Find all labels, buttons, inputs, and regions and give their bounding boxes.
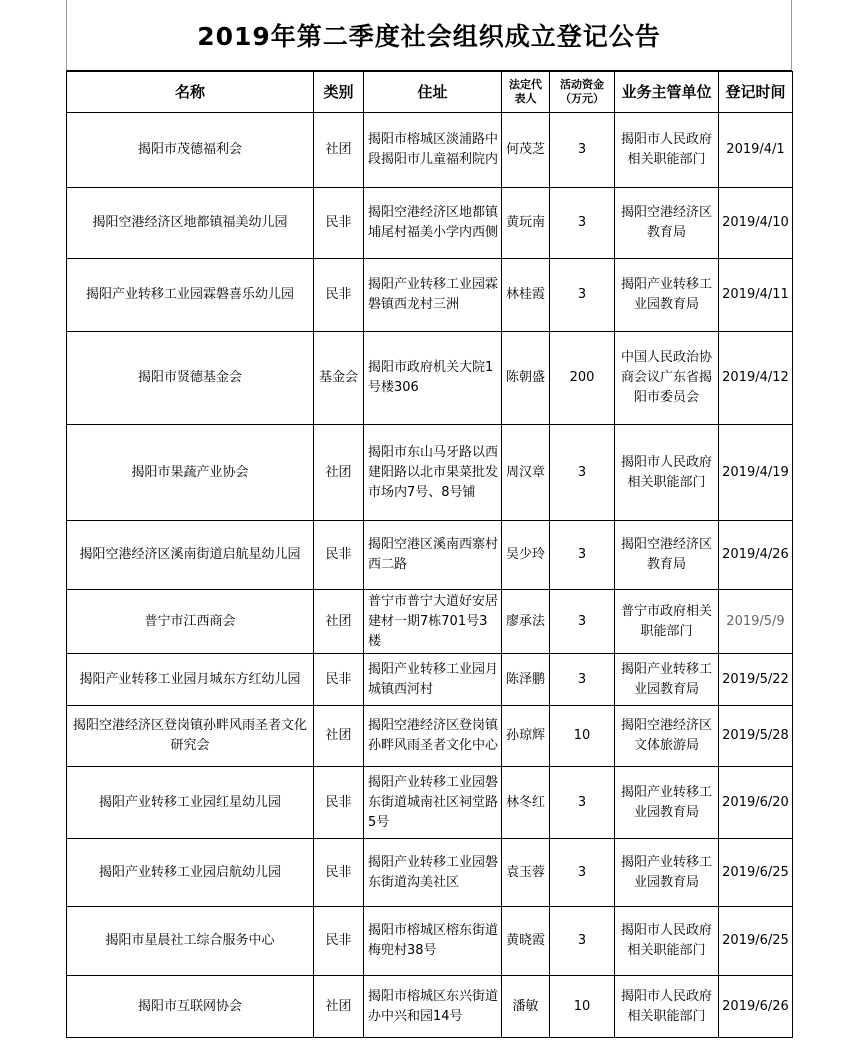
org-address: 普宁市普宁大道好安居建材一期7栋701号3楼 [364,590,502,654]
org-date: 2019/4/10 [719,188,793,259]
org-supervisor: 揭阳产业转移工业园教育局 [615,259,719,332]
org-funds: 3 [550,654,615,706]
org-name: 揭阳市茂德福利会 [67,113,314,188]
org-date: 2019/6/20 [719,767,793,839]
org-supervisor: 中国人民政治协商会议广东省揭阳市委员会 [615,332,719,425]
header-supervisor: 业务主管单位 [615,72,719,113]
org-address: 揭阳市政府机关大院1号楼306 [364,332,502,425]
org-type: 基金会 [314,332,364,425]
org-date: 2019/6/25 [719,839,793,907]
org-name: 揭阳产业转移工业园启航幼儿园 [67,839,314,907]
org-address: 揭阳产业转移工业园月城镇西河村 [364,654,502,706]
org-name: 揭阳市果蔬产业协会 [67,425,314,521]
table-row [67,767,793,839]
header-name: 名称 [67,72,314,113]
org-date: 2019/4/12 [719,332,793,425]
announcement-sheet [66,0,792,1038]
org-legal-rep: 陈朝盛 [502,332,550,425]
org-legal-rep: 林冬红 [502,767,550,839]
org-supervisor: 揭阳空港经济区教育局 [615,188,719,259]
table-row [67,907,793,976]
org-address: 揭阳市榕城区淡浦路中段揭阳市儿童福利院内 [364,113,502,188]
org-legal-rep: 吴少玲 [502,521,550,590]
table-row [67,332,793,425]
org-address: 揭阳空港区溪南西寨村西二路 [364,521,502,590]
org-date: 2019/5/22 [719,654,793,706]
org-type: 民非 [314,259,364,332]
org-date: 2019/5/9 [719,590,793,654]
org-legal-rep: 孙琼辉 [502,706,550,767]
org-address: 揭阳产业转移工业园磐东街道城南社区祠堂路5号 [364,767,502,839]
header-date: 登记时间 [719,72,793,113]
org-type: 民非 [314,907,364,976]
org-legal-rep: 何茂芝 [502,113,550,188]
org-legal-rep: 黄晓霞 [502,907,550,976]
org-supervisor: 普宁市政府相关职能部门 [615,590,719,654]
org-name: 揭阳空港经济区登岗镇孙畔风雨圣者文化研究会 [67,706,314,767]
org-type: 社团 [314,706,364,767]
org-type: 社团 [314,590,364,654]
org-name: 揭阳产业转移工业园月城东方红幼儿园 [67,654,314,706]
org-supervisor: 揭阳市人民政府相关职能部门 [615,113,719,188]
org-date: 2019/4/26 [719,521,793,590]
org-funds: 3 [550,113,615,188]
org-date: 2019/4/19 [719,425,793,521]
table-row [67,839,793,907]
org-name: 揭阳市互联网协会 [67,976,314,1038]
org-funds: 3 [550,839,615,907]
table-row [67,706,793,767]
header-type: 类别 [314,72,364,113]
org-supervisor: 揭阳市人民政府相关职能部门 [615,976,719,1038]
org-supervisor: 揭阳市人民政府相关职能部门 [615,907,719,976]
table-row [67,976,793,1038]
org-address: 揭阳空港经济区地都镇埔尾村福美小学内西侧 [364,188,502,259]
org-name: 揭阳市星晨社工综合服务中心 [67,907,314,976]
org-funds: 200 [550,332,615,425]
org-type: 民非 [314,767,364,839]
org-supervisor: 揭阳空港经济区文体旅游局 [615,706,719,767]
org-funds: 10 [550,976,615,1038]
org-name: 普宁市江西商会 [67,590,314,654]
org-date: 2019/4/1 [719,113,793,188]
org-name: 揭阳市贤德基金会 [67,332,314,425]
header-row [67,72,793,113]
org-date: 2019/6/26 [719,976,793,1038]
org-legal-rep: 陈泽鹏 [502,654,550,706]
org-date: 2019/6/25 [719,907,793,976]
org-type: 民非 [314,188,364,259]
org-type: 民非 [314,839,364,907]
header-funds: 活动资金（万元） [550,72,615,113]
table-row [67,188,793,259]
table-body [67,113,793,1038]
org-funds: 3 [550,188,615,259]
org-name: 揭阳产业转移工业园霖磐喜乐幼儿园 [67,259,314,332]
header-address: 住址 [364,72,502,113]
org-funds: 3 [550,425,615,521]
page-title: 2019年第二季度社会组织成立登记公告 [66,0,792,71]
org-funds: 3 [550,767,615,839]
org-address: 揭阳空港经济区登岗镇孙畔风雨圣者文化中心 [364,706,502,767]
org-address: 揭阳市榕城区东兴街道办中兴和园14号 [364,976,502,1038]
org-address: 揭阳产业转移工业园霖磐镇西龙村三洲 [364,259,502,332]
org-supervisor: 揭阳产业转移工业园教育局 [615,767,719,839]
org-name: 揭阳空港经济区地都镇福美幼儿园 [67,188,314,259]
org-name: 揭阳空港经济区溪南街道启航星幼儿园 [67,521,314,590]
org-type: 社团 [314,976,364,1038]
header-legal-rep: 法定代表人 [502,72,550,113]
table-row [67,654,793,706]
org-name: 揭阳产业转移工业园红星幼儿园 [67,767,314,839]
org-address: 揭阳市东山马牙路以西建阳路以北市果菜批发市场内7号、8号铺 [364,425,502,521]
org-type: 民非 [314,654,364,706]
org-funds: 3 [550,590,615,654]
org-supervisor: 揭阳产业转移工业园教育局 [615,839,719,907]
org-funds: 3 [550,521,615,590]
org-supervisor: 揭阳空港经济区教育局 [615,521,719,590]
org-supervisor: 揭阳市人民政府相关职能部门 [615,425,719,521]
org-funds: 3 [550,259,615,332]
org-date: 2019/5/28 [719,706,793,767]
table-row [67,259,793,332]
org-legal-rep: 林桂霞 [502,259,550,332]
org-date: 2019/4/11 [719,259,793,332]
org-address: 揭阳产业转移工业园磐东街道沟美社区 [364,839,502,907]
org-funds: 3 [550,907,615,976]
org-supervisor: 揭阳产业转移工业园教育局 [615,654,719,706]
registration-table [66,71,793,1038]
org-type: 社团 [314,113,364,188]
org-type: 社团 [314,425,364,521]
table-row [67,425,793,521]
org-address: 揭阳市榕城区榕东街道梅兜村38号 [364,907,502,976]
org-legal-rep: 周汉章 [502,425,550,521]
org-type: 民非 [314,521,364,590]
org-legal-rep: 黄玩南 [502,188,550,259]
table-row [67,521,793,590]
table-row [67,113,793,188]
table-row [67,590,793,654]
org-funds: 10 [550,706,615,767]
org-legal-rep: 袁玉蓉 [502,839,550,907]
org-legal-rep: 廖承法 [502,590,550,654]
org-legal-rep: 潘敏 [502,976,550,1038]
